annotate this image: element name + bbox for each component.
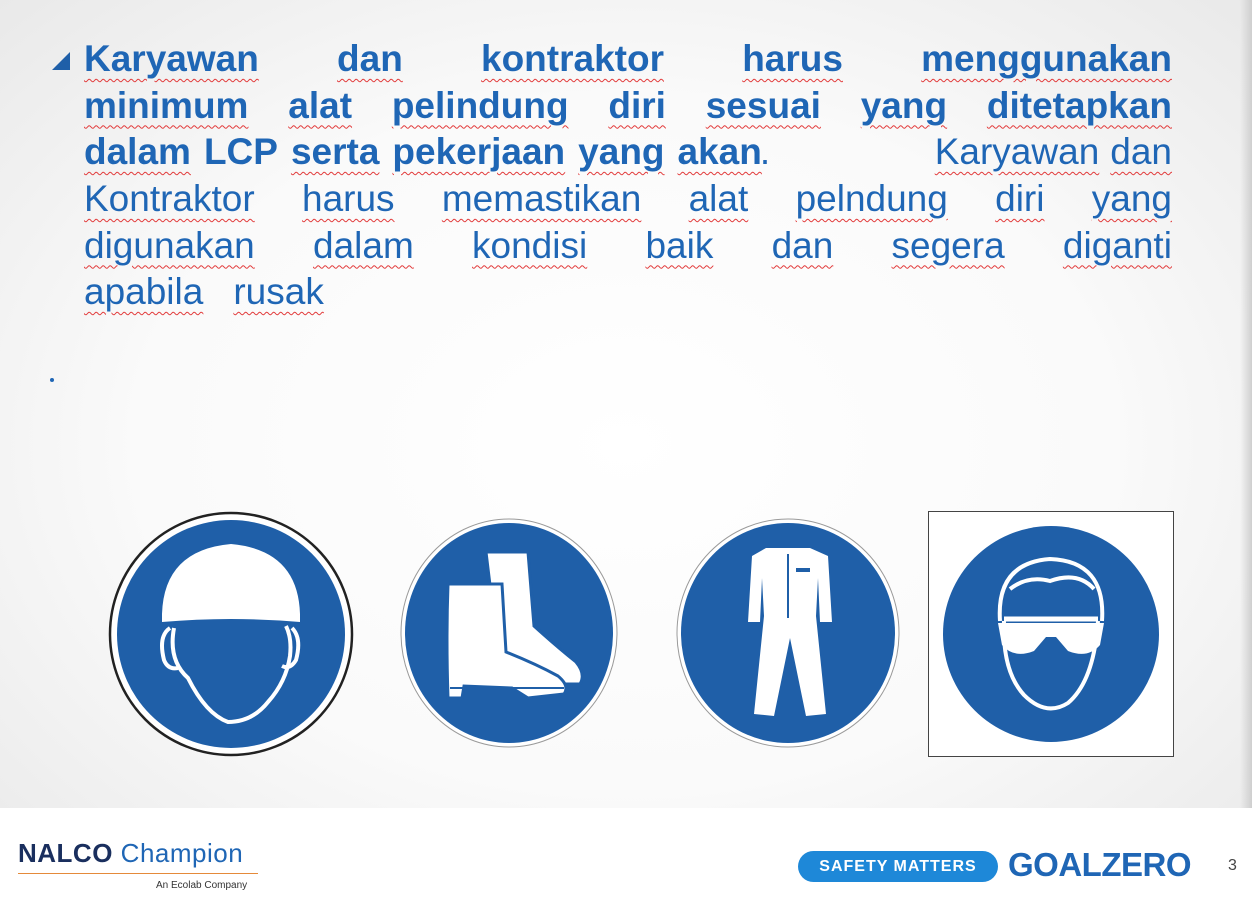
- word: pelindung: [391, 84, 569, 126]
- word: sesuai: [705, 84, 821, 126]
- word: harus: [302, 178, 395, 219]
- word: alat: [688, 178, 749, 219]
- word: diri: [995, 178, 1045, 219]
- word: ditetapkan: [986, 84, 1172, 126]
- safety-glasses-sign-icon: [928, 511, 1174, 757]
- word: yang: [1091, 178, 1172, 219]
- word: pelndung: [795, 178, 948, 219]
- logo-rule: [18, 873, 258, 874]
- word: dalam: [84, 131, 191, 172]
- word: alat: [288, 84, 353, 126]
- empty-bullet-dot: [50, 378, 54, 382]
- word: harus: [742, 38, 843, 79]
- word: serta: [290, 131, 380, 172]
- logo-subtitle: An Ecolab Company: [156, 880, 248, 891]
- text-line-4: [84, 176, 1172, 223]
- coverall-sign-icon: [676, 518, 900, 748]
- word: dan: [1110, 131, 1172, 172]
- goalzero-logo: GOALZERO: [1008, 846, 1191, 883]
- word: memastikan: [441, 178, 642, 219]
- word: baik: [645, 224, 714, 266]
- word: yang: [860, 84, 948, 126]
- word: diganti: [1062, 224, 1172, 266]
- safety-matters-badge: SAFETY MATTERS: [798, 851, 998, 882]
- word: Karyawan: [84, 38, 259, 79]
- text-line-5: [84, 223, 1172, 270]
- word: menggunakan: [921, 38, 1172, 79]
- bullet-arrow-icon: [52, 52, 70, 70]
- body-text: [84, 36, 1172, 176]
- word: yang: [578, 131, 665, 172]
- nalco-champion-logo: [18, 838, 243, 869]
- logo-champion: Champion: [120, 838, 244, 868]
- text-line-2: [84, 83, 1172, 130]
- period: .: [759, 131, 771, 172]
- text-line-1: [84, 36, 1172, 83]
- safety-boots-sign-icon: [400, 518, 618, 748]
- word: dan: [337, 38, 403, 79]
- word: kondisi: [472, 224, 588, 266]
- word: digunakan: [84, 224, 255, 266]
- word: Karyawan: [934, 131, 1100, 172]
- word: Kontraktor: [84, 178, 255, 219]
- word: apabila: [84, 271, 204, 312]
- logo-nalco: NALCO: [18, 838, 113, 868]
- word: dalam: [313, 224, 414, 266]
- word: diri: [608, 84, 666, 126]
- page-number: 3: [1228, 857, 1237, 874]
- word: dan: [771, 224, 834, 266]
- text-line-6: [84, 269, 1172, 316]
- word: pekerjaan: [392, 131, 566, 172]
- word: minimum: [84, 84, 249, 126]
- body-text-continued: [84, 176, 1172, 316]
- word: LCP: [203, 131, 278, 172]
- word: kontraktor: [481, 38, 664, 79]
- slide-edge-shadow: [1240, 0, 1252, 808]
- hard-hat-sign-icon: [108, 510, 354, 758]
- word: segera: [891, 224, 1005, 266]
- text-line-3: [84, 129, 1172, 176]
- word: rusak: [233, 271, 324, 312]
- word: akan: [677, 131, 762, 172]
